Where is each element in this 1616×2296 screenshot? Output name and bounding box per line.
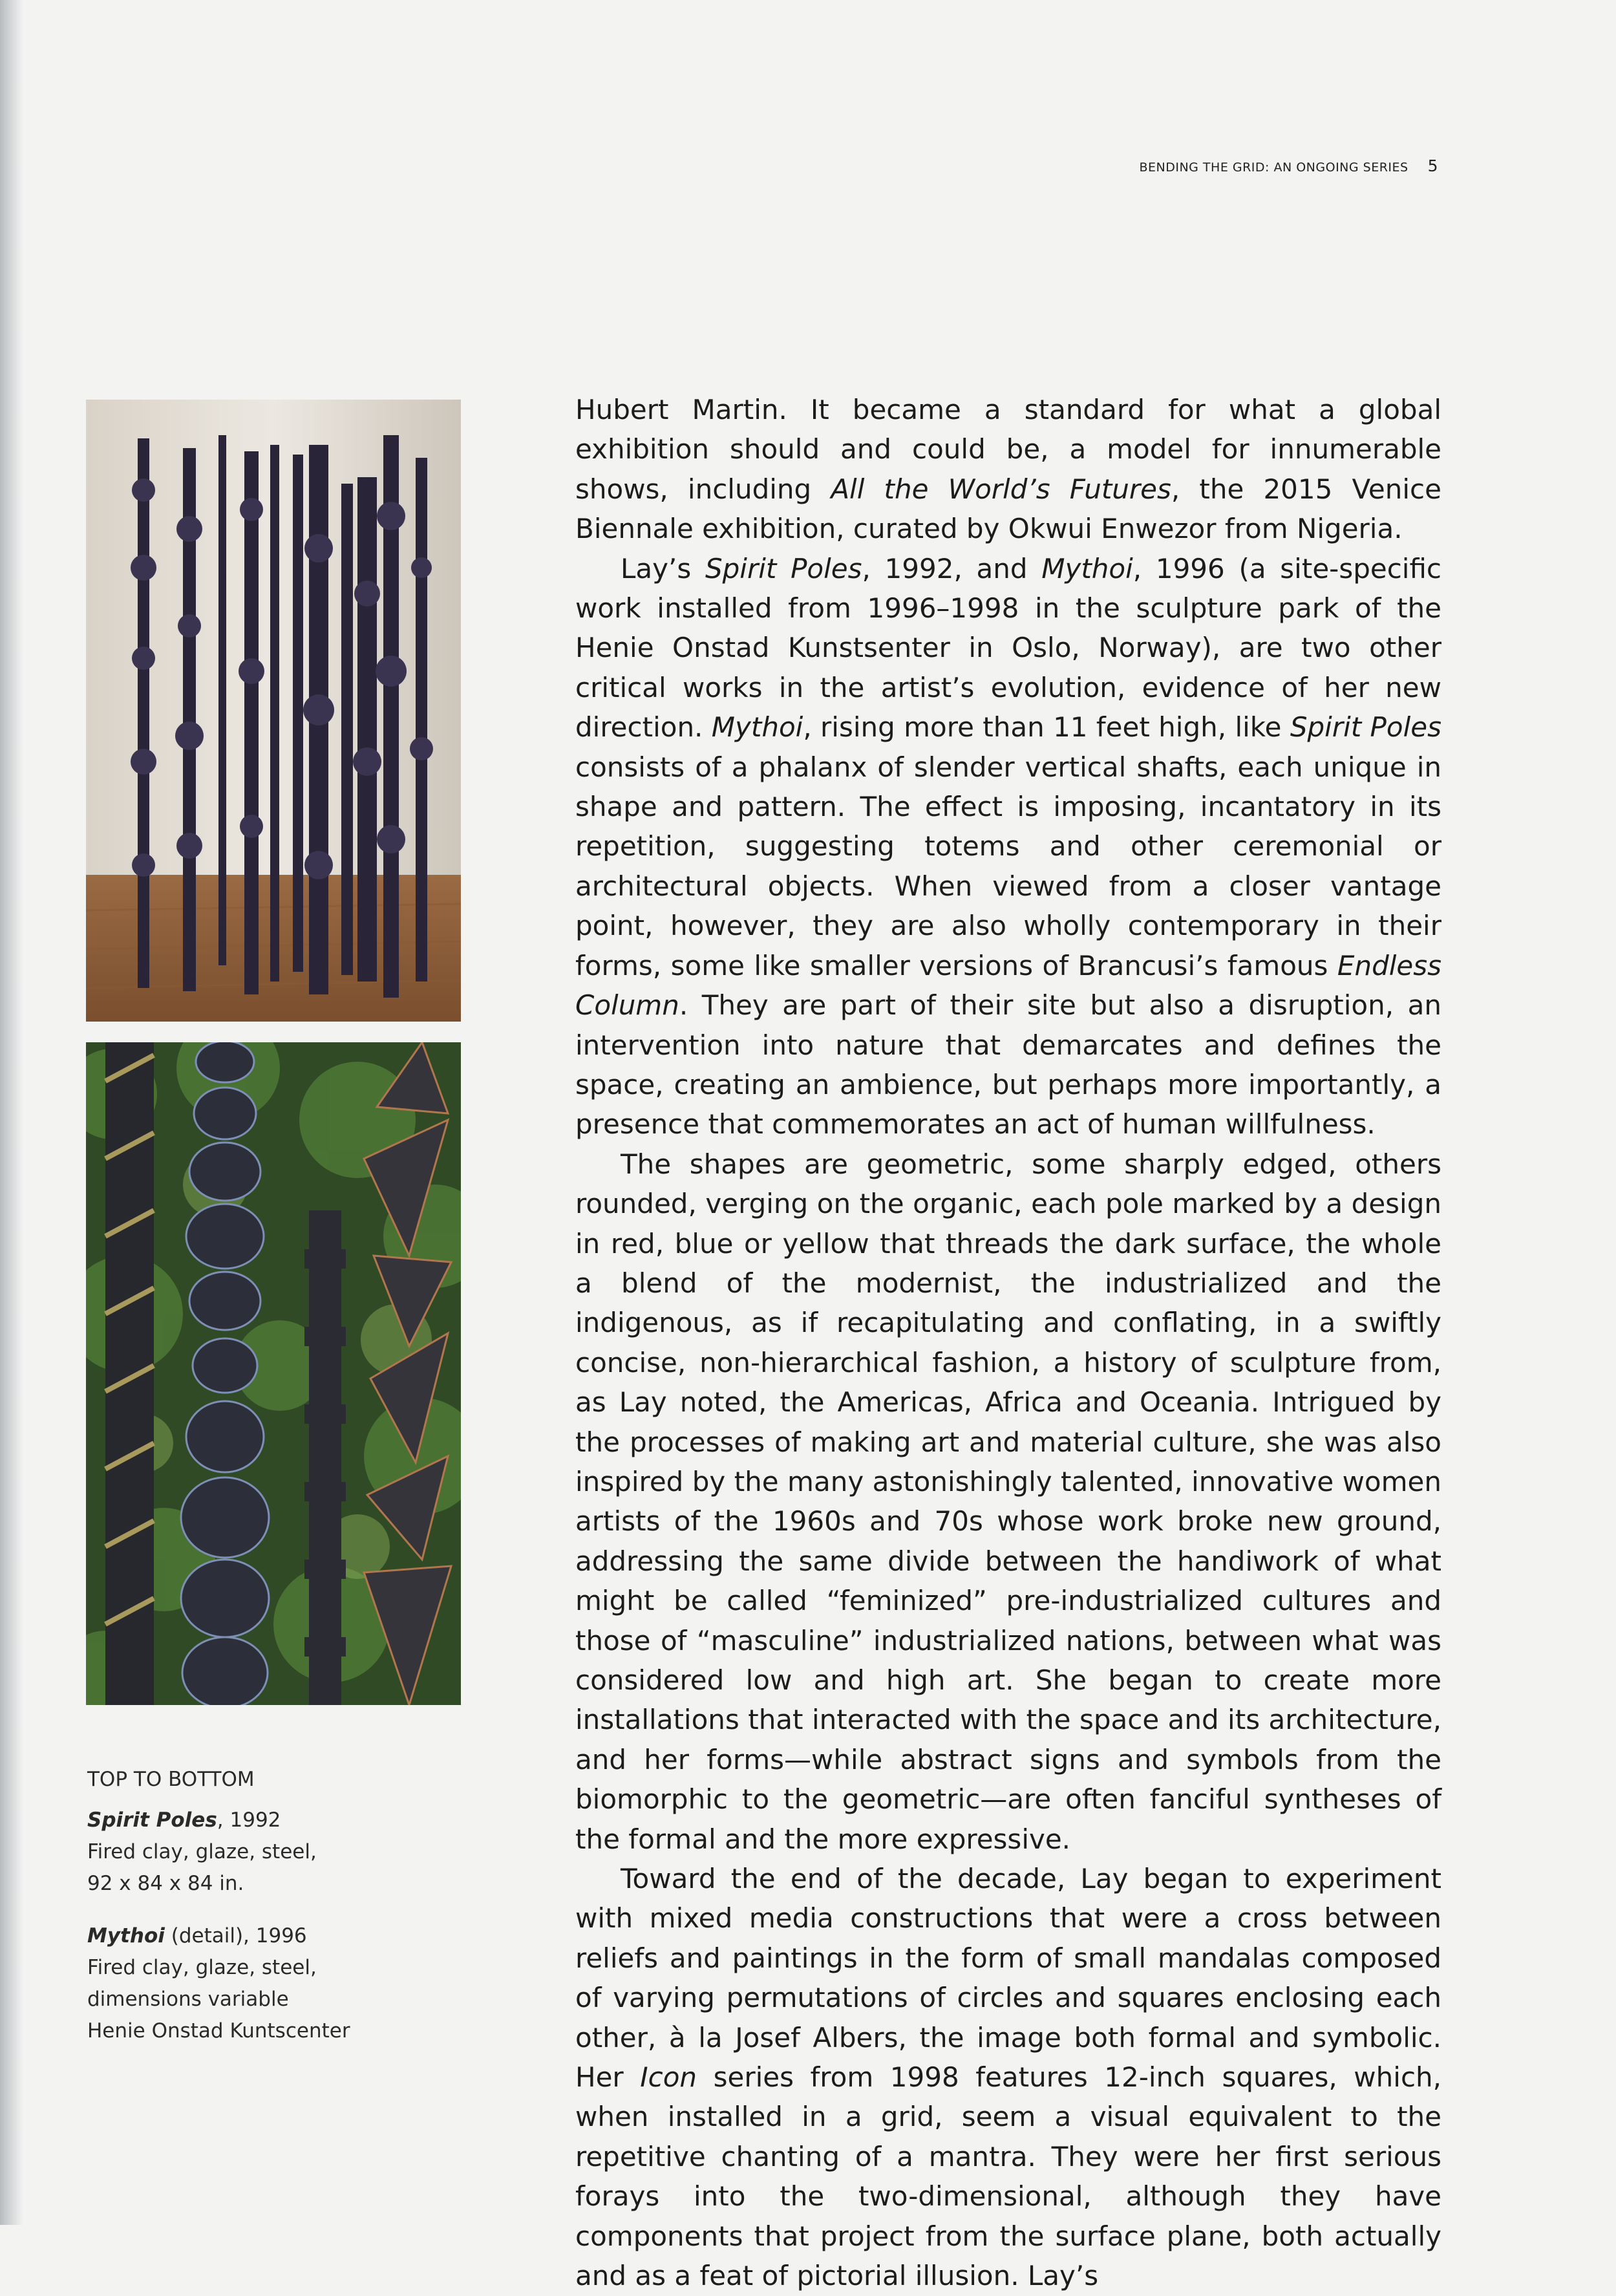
p2-italic-d: Mythoi bbox=[1041, 552, 1133, 585]
caption-work1-dimensions: 92 x 84 x 84 in. bbox=[87, 1872, 244, 1895]
caption-work2-detail: (detail), 1996 bbox=[164, 1924, 307, 1947]
caption-work1-year: , 1992 bbox=[217, 1808, 281, 1832]
p2-italic-f: Mythoi bbox=[711, 711, 803, 744]
caption-work1-medium: Fired clay, glaze, steel, bbox=[87, 1840, 317, 1863]
paragraph-3: The shapes are geometric, some sharply edged, others rounded, verging on the organic, each pole marked by a design in red, blue or yellow that threads the dark surface, the whole a blend of the modernist, the industrialized and the indigenous, as if recapitulating and conflating, in a swiftly concise, non-hierarchical fashion, a history of sculpture from, as Lay noted, the Americas, Africa and Oceania. Intrigued by the processes of making art and material culture, she was also inspired by the many astonishingly talented, innovative women artists of the 1960s and 70s whose work broke new ground, addressing the same divide between the handiwork of what might be called “feminized” pre-industrialized cultures and those of “masculine” industrialized nations, between what was considered low and high art. She began to create more installations that interacted with the space and its architecture, and her forms—while abstract signs and symbols from the biomorphic to the geometric—are often fanciful syntheses of the formal and the more expressive. bbox=[575, 1148, 1441, 1855]
caption-work2-collection: Henie Onstad Kuntscenter bbox=[87, 2019, 350, 2043]
caption-mythoi bbox=[87, 1920, 449, 2047]
p4-italic-icon: Icon bbox=[640, 2061, 697, 2094]
caption-work2-title: Mythoi bbox=[87, 1924, 165, 1947]
p1-text-c: , the 2015 Venice Biennale exhibition, curated by Okwui Enwezor from Nigeria. bbox=[575, 473, 1441, 545]
p2-text-c: , 1992, and bbox=[862, 552, 1042, 585]
page-number: 5 bbox=[1427, 156, 1438, 175]
book-gutter-shadow bbox=[0, 0, 23, 2225]
paragraph-2 bbox=[575, 549, 1441, 1144]
p4-text-a: Toward the end of the decade, Lay began to experiment with mixed media constructions that were a cross between reliefs and paintings in the form of small mandalas composed of varying permutations of circles and squares enclosing each other, à la Josef Albers, the image both formal and symbolic. Her bbox=[575, 1863, 1441, 2094]
p1-text-a: Hubert Martin. It became a standard for what a global exhibition should and could be, a model for innumerable shows, including bbox=[575, 394, 1441, 505]
caption-work1-title: Spirit Poles bbox=[87, 1808, 217, 1832]
caption-heading: TOP TO BOTTOM bbox=[87, 1768, 255, 1791]
p2-text-a: Lay’s bbox=[621, 552, 705, 585]
image-caption bbox=[87, 1764, 449, 2068]
paragraph-4 bbox=[575, 1859, 1441, 2295]
p2-text-e: , 1996 (a site-specific work installed from 1996–1998 in the sculpture park of the Henie Onstad Kunstsenter in Oslo, Norway), are two other critical works in the artist’s evolution, evidence of her new direction. bbox=[575, 552, 1442, 744]
p2-italic-h: Spirit Poles bbox=[1290, 711, 1441, 744]
caption-spirit-poles bbox=[87, 1805, 449, 1900]
p2-italic-j: Endless Column bbox=[575, 949, 1441, 1022]
paragraph-1 bbox=[575, 390, 1441, 549]
p2-text-g: , rising more than 11 feet high, like bbox=[803, 711, 1290, 744]
p4-text-c: series from 1998 features 12-inch squares, which, when installed in a grid, seem a visual equivalent to the repetitive chanting of a mantra. They were her first serious forays into the two-dimensional, although they have components that project from the surface plane, both actually and as a feat of pictorial illusion. Lay’s bbox=[575, 2061, 1442, 2292]
running-title: BENDING THE GRID: AN ONGOING SERIES bbox=[1139, 160, 1409, 175]
mythoi-detail-photo bbox=[86, 1042, 461, 1705]
caption-work2-medium: Fired clay, glaze, steel, bbox=[87, 1956, 317, 1979]
running-header bbox=[1139, 156, 1438, 175]
p1-italic-title: All the World’s Futures bbox=[831, 473, 1171, 505]
caption-work2-dimensions: dimensions variable bbox=[87, 1988, 289, 2011]
p2-text-k: . They are part of their site but also a disruption, an intervention into nature that demarcates and defines the space, creating an ambience, but perhaps more importantly, a presence that commemorates an act of human willfulness. bbox=[575, 989, 1441, 1141]
p2-italic-b: Spirit Poles bbox=[705, 552, 862, 585]
body-text bbox=[575, 390, 1441, 2296]
spirit-poles-photo bbox=[86, 400, 461, 1022]
p2-text-i: consists of a phalanx of slender vertical shafts, each unique in shape and pattern. The effect is imposing, incantatory in its repetition, suggesting totems and other ceremonial or architectural objects. When viewed from a closer vantage point, however, they are also wholly contemporary in their forms, some like smaller versions of Brancusi’s famous bbox=[575, 751, 1441, 982]
